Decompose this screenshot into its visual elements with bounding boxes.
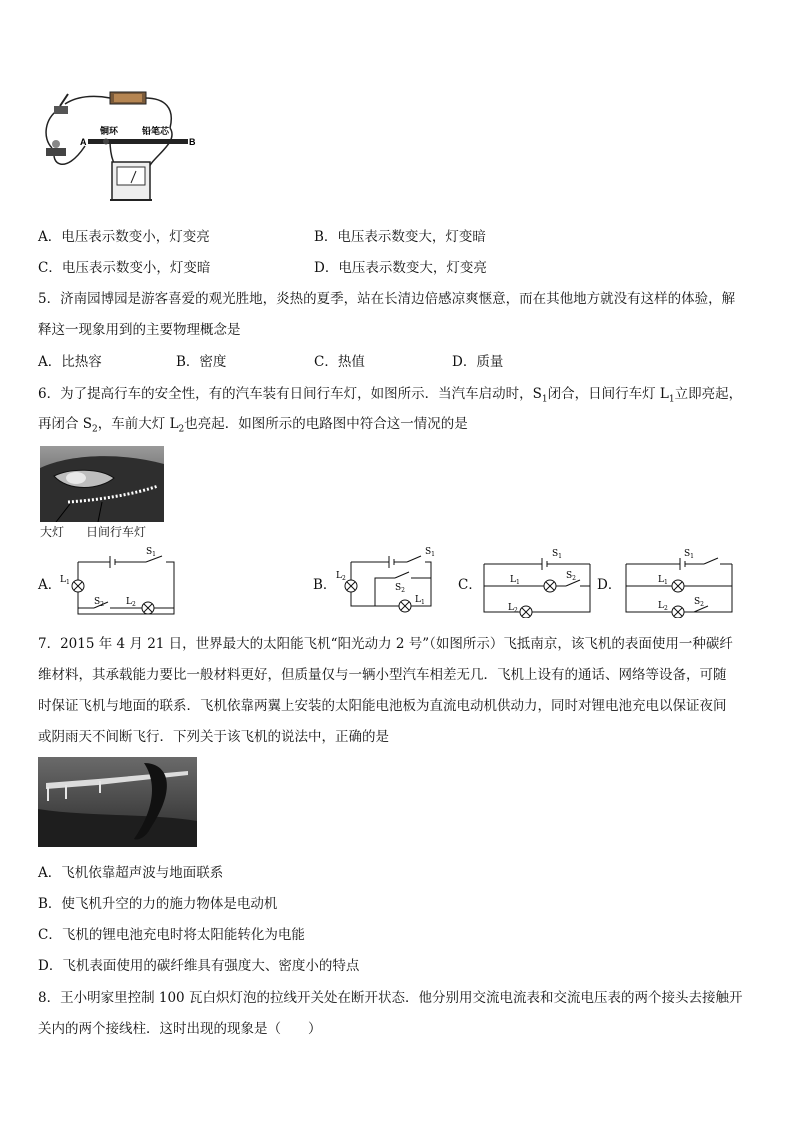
q4-option-b[interactable]: B．电压表示数变大，灯变暗 [314,229,486,245]
q6-circuit-c [480,546,594,618]
q8-stem-line2: 关内的两个接线柱．这时出现的现象是（ ） [38,1021,322,1037]
svg-text:L2: $L_2$ [336,571,346,582]
q5-option-a[interactable]: A．比热容 [38,354,102,370]
q4-label-b: B [189,137,196,147]
q6-car-photo [40,446,164,522]
q4-label-a: A [80,137,87,147]
q5-stem-line2: 释这一现象用到的主要物理概念是 [38,322,241,338]
q6-stem-line2: 再闭合 $S_2$，车前大灯 $L_2$也亮起．如图所示的电路图中符合这一情况的是 [38,416,468,435]
q6-stem-line1: 6．为了提高行车的安全性，有的汽车装有日间行车灯，如图所示．当汽车启动时，$S_1$闭合，日间行车灯 $L_1$立即亮起， [38,386,743,405]
svg-text:L1: $L_1$ [60,575,70,586]
q7-stem-line3: 时保证飞机与地面的联系．飞机依靠两翼上安装的太阳能电池板为直流电动机供动力，同时对锂电池充电以保证夜间 [38,698,727,714]
q4-option-d[interactable]: D．电压表示数变大，灯变亮 [314,260,487,276]
q7-option-c[interactable]: C．飞机的锂电池充电时将太阳能转化为电能 [38,927,305,943]
q7-option-a[interactable]: A．飞机依靠超声波与地面联系 [38,865,224,881]
q6-option-d[interactable]: D． [597,577,622,593]
q8-stem-line1: 8．王小明家里控制 100 瓦白炽灯泡的拉线开关处在断开状态．他分别用交流电流表和交流电压表的两个接头去接触开 [38,990,743,1006]
q4-label-copper: 铜环 [100,127,119,137]
q5-option-c[interactable]: C．热值 [314,354,365,370]
q7-stem-line2: 维材料，其承载能力要比一般材料更好，但质量仅与一辆小型汽车相差无几．飞机上设有的通话、网络等设备，可随 [38,667,727,683]
q7-stem-line1: 7．2015 年 4 月 21 日，世界最大的太阳能飞机“阳光动力 2 号”（如图所示）飞抵南京，该飞机的表面使用一种碳纤 [38,636,733,652]
q4-circuit-figure [40,88,200,208]
svg-text:S1: $S_1$ [425,547,435,558]
q6-photo-label-headlight: 大灯 [40,525,65,539]
q6-option-b[interactable]: B． [313,577,337,593]
svg-text:S2: $S_2$ [566,571,576,582]
svg-text:L1: $L_1$ [658,575,668,586]
q5-option-b[interactable]: B．密度 [176,354,227,370]
q4-label-pencil: 铅笔芯 [142,127,170,137]
q7-plane-photo [38,757,197,847]
q6-circuit-a [58,546,180,616]
svg-text:S1: $S_1$ [146,547,156,558]
q6-photo-label-daylight: 日间行车灯 [86,525,147,539]
q6-circuit-b [335,546,447,616]
q6-option-a[interactable]: A． [38,577,62,593]
q4-option-c[interactable]: C．电压表示数变小，灯变暗 [38,260,211,276]
q7-option-d[interactable]: D．飞机表面使用的碳纤维具有强度大、密度小的特点 [38,958,360,974]
q5-stem-line1: 5．济南园博园是游客喜爱的观光胜地，炎热的夏季，站在长清边倍感凉爽惬意，而在其他地方就没有这样的体验，解 [38,291,736,307]
svg-text:L2: $L_2$ [508,603,518,614]
q6-option-c[interactable]: C． [458,577,482,593]
svg-text:S2: $S_2$ [395,583,405,594]
q7-option-b[interactable]: B．使飞机升空的力的施力物体是电动机 [38,896,278,912]
svg-text:S2: $S_2$ [94,597,104,608]
q7-stem-line4: 或阴雨天不间断飞行．下列关于该飞机的说法中，正确的是 [38,729,389,745]
svg-text:S1: $S_1$ [684,549,694,560]
q4-option-a[interactable]: A．电压表示数变小，灯变亮 [38,229,210,245]
svg-text:S1: $S_1$ [552,549,562,560]
q5-option-d[interactable]: D．质量 [452,354,504,370]
svg-text:L2: $L_2$ [126,597,136,608]
svg-text:L1: $L_1$ [415,595,425,606]
svg-text:L2: $L_2$ [658,601,668,612]
svg-text:L1: $L_1$ [510,575,520,586]
q6-circuit-d [622,546,736,618]
svg-text:S2: $S_2$ [694,597,704,608]
